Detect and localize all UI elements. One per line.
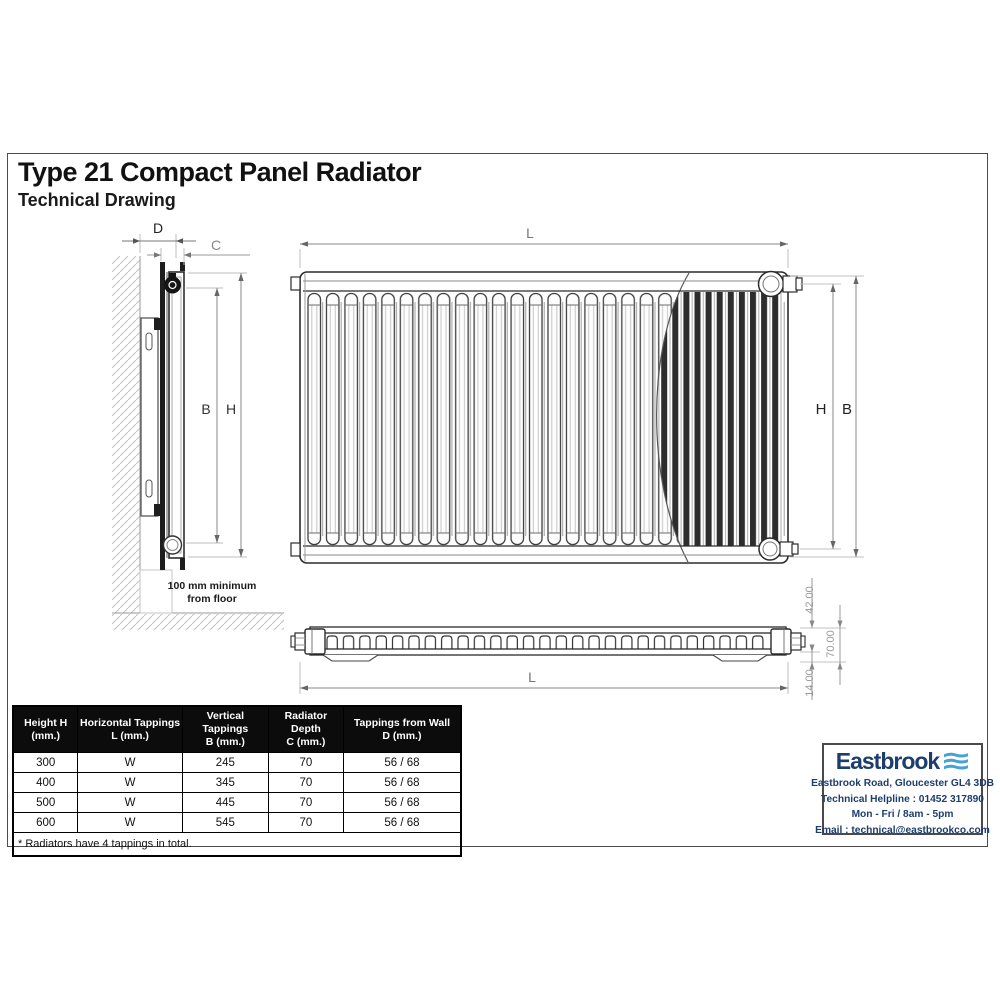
dim-label-14: 14.00	[804, 669, 816, 697]
radiator-side-profile	[160, 262, 185, 570]
brand-address: Eastbrook Road, Gloucester GL4 3DB	[811, 778, 994, 789]
col-header-radiator-depth: Radiator Depth C (mm.)	[268, 706, 343, 753]
dim-label-42: 42.00	[804, 586, 816, 614]
top-view	[291, 578, 846, 700]
dim-label-b-side: B	[201, 401, 211, 417]
brand-name: Eastbrook	[835, 748, 940, 774]
wall-bracket	[141, 318, 160, 516]
dimension-depths	[800, 578, 846, 700]
top-valve-icon	[169, 273, 176, 277]
bracket-foot-left	[323, 655, 378, 661]
brand-helpline: Technical Helpline : 01452 317890	[821, 793, 984, 805]
page-title: Type 21 Compact Panel Radiator	[18, 157, 422, 187]
page-subtitle: Technical Drawing	[18, 189, 176, 210]
dim-label-h-side: H	[225, 401, 237, 417]
dim-label-l-top-view: L	[528, 669, 536, 685]
table-footnote: * Radiators have 4 tappings in total.	[13, 833, 461, 857]
dimension-b-side	[186, 288, 223, 543]
dimension-l-front	[300, 225, 788, 268]
bottom-tapping-icon	[164, 536, 182, 554]
brand-row	[836, 750, 969, 773]
col-header-tappings-from-wall: Tappings from Wall D (mm.)	[343, 706, 461, 753]
dim-label-d: D	[152, 220, 164, 236]
bracket-foot-right	[713, 655, 767, 661]
dimension-d	[122, 220, 196, 258]
eastbrook-logo-icon	[943, 752, 969, 772]
table-header-row	[13, 706, 461, 753]
dim-label-b-front: B	[841, 401, 853, 418]
brand-contact	[811, 776, 994, 838]
table-footnote-row	[13, 833, 461, 857]
floor-note-line2: from floor	[187, 593, 237, 605]
top-fins	[324, 633, 766, 649]
side-view	[112, 220, 284, 630]
col-header-horizontal-tappings: Horizontal Tappings L (mm.)	[78, 706, 182, 753]
dimension-l-top-view	[300, 662, 788, 694]
table-row: 300 W 245 70 56 / 68	[13, 753, 461, 773]
dim-label-70: 70.00	[825, 630, 837, 658]
brand-email: Email : technical@eastbrookco.com	[815, 824, 990, 836]
table-row: 400 W 345 70 56 / 68	[13, 773, 461, 793]
dimensions-table	[12, 705, 462, 857]
col-header-vertical-tappings: Vertical Tappings B (mm.)	[182, 706, 268, 753]
dimension-b-front	[790, 276, 864, 557]
brand-box	[811, 743, 994, 836]
front-view	[291, 225, 864, 563]
dim-label-c: C	[210, 237, 222, 253]
table-row: 500 W 445 70 56 / 68	[13, 793, 461, 813]
brand-hours: Mon - Fri / 8am - 5pm	[851, 809, 954, 820]
dimension-h-front	[800, 284, 841, 549]
table-row: 600 W 545 70 56 / 68	[13, 813, 461, 833]
dim-label-h-front: H	[815, 401, 827, 418]
dim-label-l-front: L	[526, 225, 534, 241]
col-header-height: Height H (mm.)	[13, 706, 78, 753]
floor-note-line1: 100 mm minimum	[167, 580, 257, 592]
